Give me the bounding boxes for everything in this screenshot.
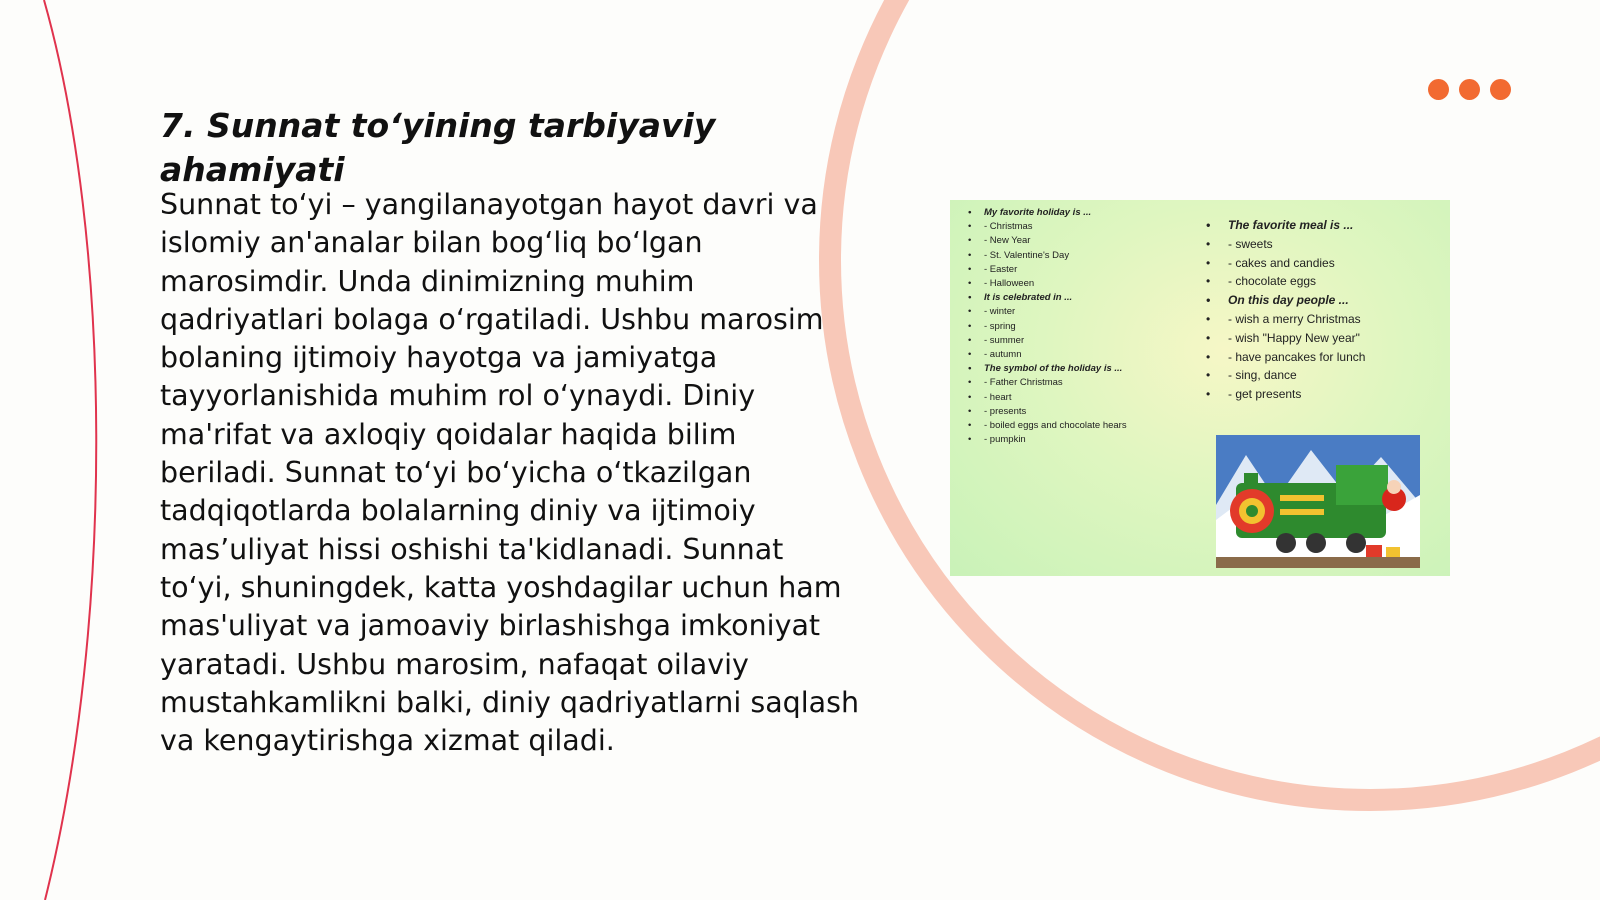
- left-vocabulary-list: [968, 206, 1127, 447]
- dot-1: [1428, 79, 1449, 100]
- list-item: • - presents: [968, 405, 1127, 419]
- list-item: • It is celebrated in ...: [968, 291, 1127, 305]
- holiday-vocabulary-image: [950, 200, 1450, 576]
- list-item: • - summer: [968, 334, 1127, 348]
- right-vocabulary-list: [1206, 216, 1365, 404]
- list-item: • - sweets: [1206, 235, 1365, 254]
- list-item: • - wish "Happy New year": [1206, 329, 1365, 348]
- slide-body-text: Sunnat to‘yi – yangilanayotgan hayot davri va islomiy an'analar bilan bog‘liq bo‘lgan marosimdir. Unda dinimizning muhim qadriyatlari bolaga o‘rgatiladi. Ushbu marosim bolaning ijtimoiy hayotga va jamiyatga tayyorlanishida muhim rol o‘ynaydi. Diniy ma'rifat va axloqiy qoidalar haqida bilim beriladi. Sunnat to‘yi bo‘yicha o‘tkazilgan tadqiqotlarda bolalarning diniy va ijtimoiy mas’uliyat hissi oshishi ta'kidlanadi. Sunnat to‘yi, shuningdek, katta yoshdagilar uchun ham mas'uliyat va jamoaviy birlashishga imkoniyat yaratadi. Ushbu marosim, nafaqat oilaviy mustahkamlikni balki, diniy qadriyatlarni saqlash va kengaytirishga xizmat qiladi.: [160, 188, 860, 758]
- list-item: • - winter: [968, 305, 1127, 319]
- list-item: • - autumn: [968, 348, 1127, 362]
- list-item: • - Christmas: [968, 220, 1127, 234]
- list-item: • - Easter: [968, 263, 1127, 277]
- list-item: • - chocolate eggs: [1206, 272, 1365, 291]
- list-item: • - wish a merry Christmas: [1206, 310, 1365, 329]
- menu-dots-icon: [1428, 79, 1511, 100]
- list-item: • - sing, dance: [1206, 366, 1365, 385]
- list-item: • - heart: [968, 391, 1127, 405]
- list-item: • On this day people ...: [1206, 291, 1365, 310]
- list-item: • - pumpkin: [968, 433, 1127, 447]
- slide-title: 7. Sunnat to‘yining tarbiyaviy ahamiyati: [160, 106, 716, 189]
- dot-2: [1459, 79, 1480, 100]
- list-item: • - Halloween: [968, 277, 1127, 291]
- left-curve: [44, 0, 96, 900]
- list-item: • The favorite meal is ...: [1206, 216, 1365, 235]
- list-item: • The symbol of the holiday is ...: [968, 362, 1127, 376]
- christmas-train-illustration: [1216, 435, 1420, 568]
- list-item: • - have pancakes for lunch: [1206, 348, 1365, 367]
- list-item: • - cakes and candies: [1206, 254, 1365, 273]
- list-item: • - New Year: [968, 234, 1127, 248]
- list-item: • - spring: [968, 320, 1127, 334]
- list-item: • - get presents: [1206, 385, 1365, 404]
- list-item: • - Father Christmas: [968, 376, 1127, 390]
- dot-3: [1490, 79, 1511, 100]
- list-item: • My favorite holiday is ...: [968, 206, 1127, 220]
- list-item: • - boiled eggs and chocolate hears: [968, 419, 1127, 433]
- list-item: • - St. Valentine's Day: [968, 249, 1127, 263]
